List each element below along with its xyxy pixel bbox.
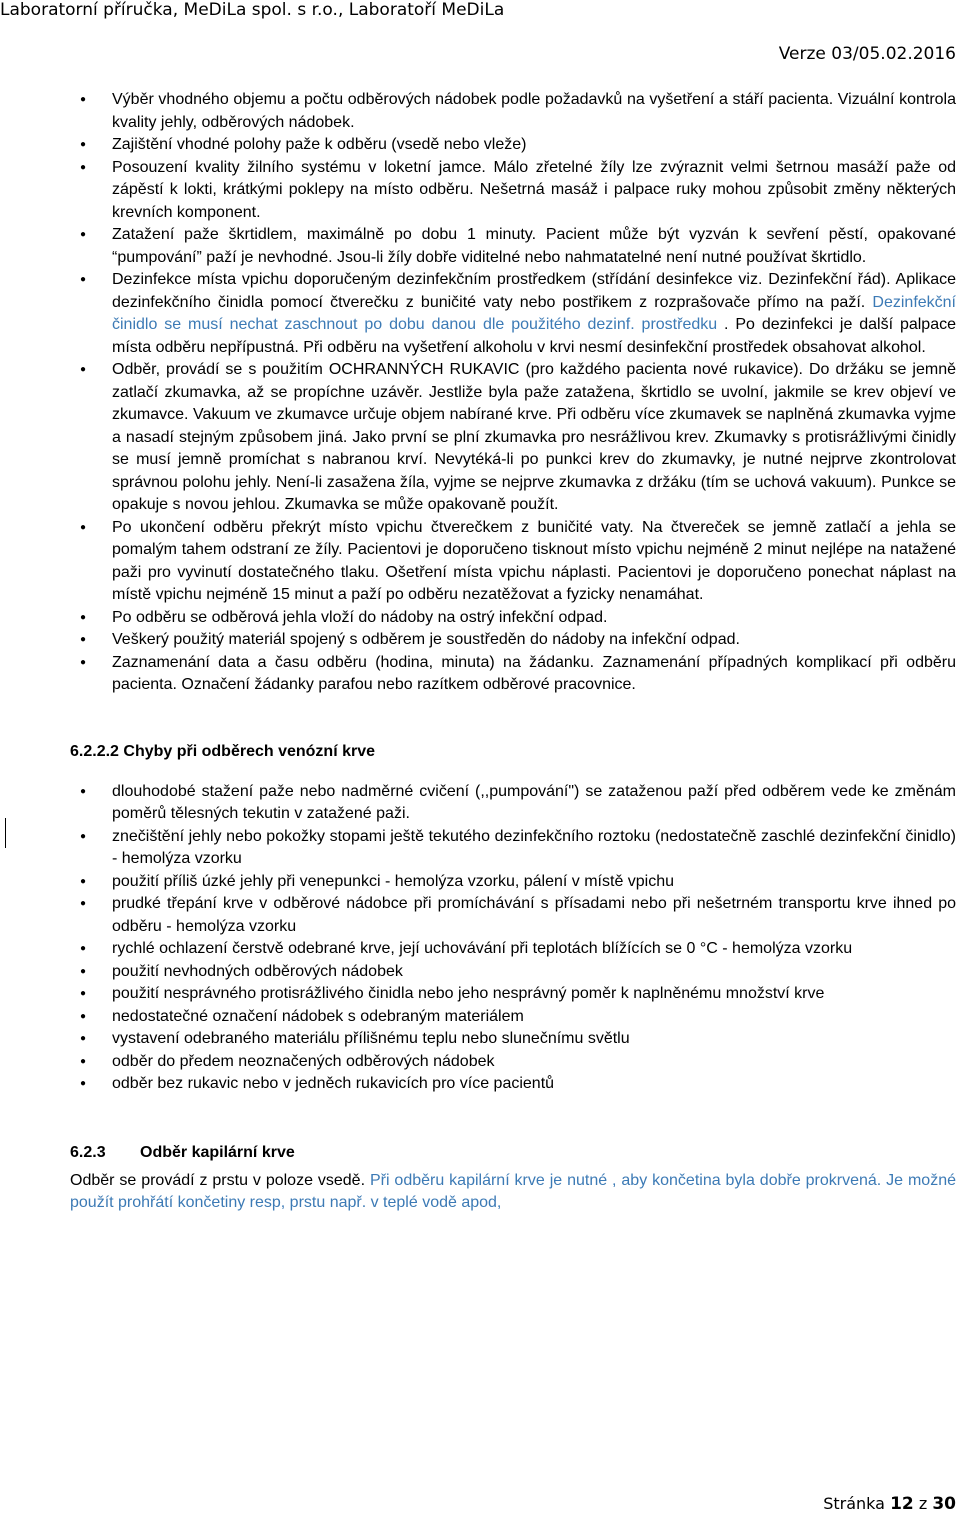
page-total: 30 (932, 1494, 956, 1514)
section-heading-errors (70, 741, 956, 763)
list-item: ● vystavení odebraného materiálu přílišnému teplu nebo slunečnímu světlu (112, 1028, 956, 1051)
section-number: 6.2.2.2 (70, 742, 119, 760)
list-item: ● použití nevhodných odběrových nádobek (112, 961, 956, 984)
page-number: 12 (890, 1494, 914, 1514)
page-footer (823, 1494, 956, 1514)
page-label: Stránka (823, 1494, 885, 1513)
list-item-text: . Po dezinfekci je další palpace místa odběru nepřípustná. Při odběru na vyšetření alkoholu v krvi nesmí desinfekční prostředek obsahovat alkohol. (112, 316, 956, 356)
list-item: ● Výběr vhodného objemu a počtu odběrových nádobek podle požadavků na vyšetření a stáří pacienta. Vizuální kontrola kvality jehly, odběrových nádobek. (112, 89, 956, 134)
list-item: ● rychlé ochlazení čerstvě odebrané krve, její uchovávání při teplotách blížících se 0 °C - hemolýza vzorku (112, 938, 956, 961)
list-item-text: Dezinfekce místa vpichu doporučeným dezinfekčním prostředkem (střídání desinfekce viz. Dezinfekční řád). Aplikace dezinfekčního činidla pomocí čtverečku z buničité vaty nebo postřikem z rozprašovače přímo na paží. (112, 271, 956, 311)
section-title: Odběr kapilární krve (140, 1143, 295, 1161)
list-item: ● použití nesprávného protisrážlivého činidla nebo jeho nesprávný poměr k naplněnému množství krve (112, 983, 956, 1006)
section-number: 6.2.3 (70, 1143, 106, 1161)
list-item: ● dlouhodobé stažení paže nebo nadměrné cvičení (,,pumpování") se zataženou paží před odběrem vede ke změnám poměrů tělesných tekutin v zatažené paži. (112, 781, 956, 826)
errors-list (70, 781, 956, 1096)
highlighted-text: Dezinfekční činidlo se musí nechat zaschnout po dobu danou dle použitého dezinf. prostředku (112, 293, 956, 333)
capillary-paragraph (70, 1170, 956, 1215)
section-heading-capillary (70, 1142, 956, 1164)
list-item: ● Po ukončení odběru překrýt místo vpichu čtverečkem z buničité vaty. Na čtvereček se jemně zatlačí a jehla se pomalým tahem odstraní ze žíly. Pacientovi je doporučeno tisknout místo vpichu nejméně 2 minut nejlépe na natažené paži pro vyvinutí dostatečného tlaku. Ošetření místa vpichu náplasti. Pacientovi je doporučeno ponechat náplast na místě vpichu nejméně 15 minut a paží po odběru nezatěžovat a fyzicky nenamáhat. (112, 517, 956, 607)
change-bar (5, 818, 6, 848)
list-item: ● Po odběru se odběrová jehla vloží do nádoby na ostrý infekční odpad. (112, 607, 956, 630)
list-item: ● nedostatečné označení nádobek s odebraným materiálem (112, 1006, 956, 1029)
list-item: ● Zatažení paže škrtidlem, maximálně po dobu 1 minuty. Pacient může být vyzván k sevření pěstí, opakované “pumpování” paží je nevhodné. Jsou-li žíly dobře viditelné nebo nahmatatelné není nutné používat škrtidlo. (112, 224, 956, 269)
list-item: ● použití příliš úzké jehly při venepunkci - hemolýza vzorku, pálení v místě vpichu (112, 871, 956, 894)
list-item: ● prudké třepání krve v odběrové nádobce při promíchávání s přísadami nebo při nešetrném transportu krve ihned po odběru - hemolýza vzorku (112, 893, 956, 938)
list-item: ● odběr bez rukavic nebo v jedněch rukavicích pro více pacientů (112, 1073, 956, 1096)
page-header (0, 0, 960, 64)
list-item: ● Odběr, provádí se s použitím OCHRANNÝCH RUKAVIC (pro každého pacienta nové rukavice). Do držáku se jemně zatlačí zkumavka, až se propíchne uzávěr. Jestliže byla paže zatažena, škrtidlo se uvolní, jakmile se krev objeví ve zkumavce. Vakuum ve zkumavce určuje objem nabírané krve. Při odběru více zkumavek se naplněná zkumavka vyjme a nasadí stejným způsobem jiná. Jako první se plní zkumavka pro nesrážlivou krev. Zkumavky s protisrážlivými činidly se musí jemně promíchat s nabranou krví. Nevytéká-li po punkci krev do zkumavky, je nutné nejprve zkontrolovat správnou polohu jehly. Není-li zasažena žíla, vyjme se nejprve zkumavka z držáku (tím se uchová vakuum). Punkce se opakuje s novou jehlou. Zkumavka se může opakovaně použít. (112, 359, 956, 517)
procedure-list (70, 89, 956, 697)
header-version: Verze 03/05.02.2016 (778, 44, 956, 64)
list-item: ● Zaznamenání data a času odběru (hodina, minuta) na žádanku. Zaznamenání případných komplikací při odběru pacienta. Označení žádanky parafou nebo razítkem odběrové pracovnice. (112, 652, 956, 697)
paragraph-text: Odběr se provádí z prstu v poloze vsedě. (70, 1171, 370, 1189)
highlighted-text: Při odběru kapilární krve je nutné , aby končetina byla dobře prokrvená. Je možné použít prohřátí končetiny resp, prstu např. v teplé vodě apod, (70, 1171, 956, 1211)
document-body (70, 89, 956, 1215)
of-label: z (918, 1494, 928, 1513)
list-item: ● odběr do předem neoznačených odběrových nádobek (112, 1051, 956, 1074)
list-item: ● Posouzení kvality žilního systému v loketní jamce. Málo zřetelné žíly lze zvýraznit velmi šetrnou masáží paže od zápěstí k lokti, krátkými poklepy na místo odběru. Nešetrná masáž i palpace ruky mohou způsobit změny některých krevních komponent. (112, 157, 956, 225)
list-item: ● Zajištění vhodné polohy paže k odběru (vsedě nebo vleže) (112, 134, 956, 157)
list-item (112, 269, 956, 359)
section-title: Chyby při odběrech venózní krve (123, 742, 376, 760)
list-item: ● znečištění jehly nebo pokožky stopami ještě tekutého dezinfekčního roztoku (nedostatečně zaschlé dezinfekční činidlo) - hemolýza vzorku (112, 826, 956, 871)
list-item: ● Veškerý použitý materiál spojený s odběrem je soustředěn do nádoby na infekční odpad. (112, 629, 956, 652)
header-title: Laboratorní příručka, MeDiLa spol. s r.o., Laboratoří MeDiLa (0, 0, 505, 20)
